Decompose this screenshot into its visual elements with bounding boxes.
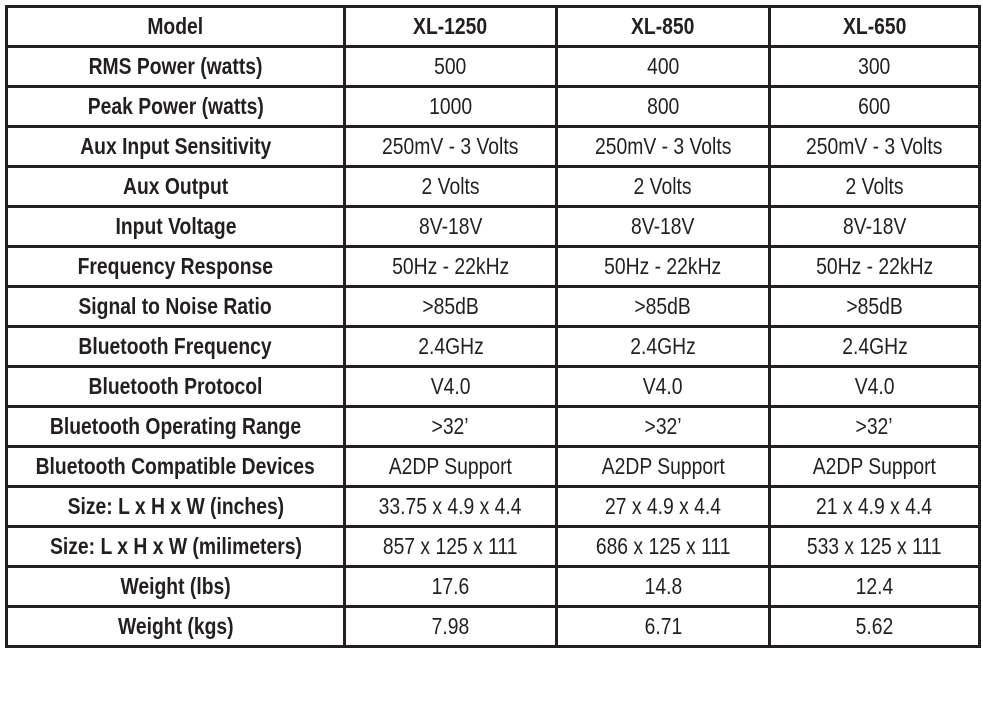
table-row: [7, 287, 980, 327]
value-cell: [557, 287, 770, 327]
row-label-cell-text: RMS Power (watts): [88, 53, 263, 79]
row-label-cell: [7, 607, 345, 647]
value-cell-text: 500: [434, 53, 467, 79]
value-cell-text: 27 x 4.9 x 4.4: [605, 493, 721, 519]
value-cell-text: 33.75 x 4.9 x 4.4: [379, 493, 522, 519]
row-label-cell-text: Size: L x H x W (milimeters): [49, 533, 302, 559]
value-cell-text: 800: [646, 93, 680, 119]
value-cell: [770, 487, 980, 527]
value-cell: [345, 47, 557, 87]
value-cell-text: 400: [646, 53, 680, 79]
row-label-cell: [7, 367, 345, 407]
value-cell-text: A2DP Support: [388, 453, 513, 479]
value-cell: [345, 247, 557, 287]
value-cell: [557, 607, 770, 647]
row-label-cell: [7, 47, 345, 87]
value-cell-text: 300: [858, 53, 891, 79]
spec-table: [5, 5, 981, 648]
value-cell: [557, 447, 770, 487]
value-cell-text: 8V-18V: [631, 213, 695, 239]
row-label-cell-text: Peak Power (watts): [87, 93, 264, 119]
value-cell: [557, 407, 770, 447]
table-row: [7, 527, 980, 567]
value-cell: [770, 247, 980, 287]
value-cell-text: A2DP Support: [601, 453, 725, 479]
value-cell: [770, 207, 980, 247]
header-row: [7, 7, 980, 47]
table-row: [7, 367, 980, 407]
row-label-cell-text: Signal to Noise Ratio: [78, 293, 273, 319]
table-row: [7, 487, 980, 527]
value-cell: [557, 47, 770, 87]
value-cell-text: 1000: [429, 93, 472, 119]
row-label-cell-text: Bluetooth Compatible Devices: [35, 453, 316, 479]
value-cell: [557, 247, 770, 287]
value-cell: [557, 327, 770, 367]
row-label-cell: [7, 127, 345, 167]
table-row: [7, 127, 980, 167]
value-cell-text: 2 Volts: [845, 173, 904, 199]
value-cell: [557, 207, 770, 247]
row-label-cell: [7, 407, 345, 447]
value-cell: [770, 127, 980, 167]
row-label-cell: [7, 327, 345, 367]
value-cell: [770, 567, 980, 607]
value-cell-text: >85dB: [634, 293, 692, 319]
value-cell: [770, 167, 980, 207]
table-row: [7, 167, 980, 207]
value-cell-text: 50Hz - 22kHz: [604, 253, 722, 279]
header-cell-model: [7, 7, 345, 47]
row-label-cell-text: Aux Output: [122, 173, 229, 199]
value-cell: [770, 47, 980, 87]
value-cell: [557, 87, 770, 127]
value-cell: [345, 407, 557, 447]
value-cell: [770, 367, 980, 407]
table-row: [7, 607, 980, 647]
value-cell-text: 2.4GHz: [417, 333, 484, 359]
row-label-cell-text: Aux Input Sensitivity: [79, 133, 272, 159]
value-cell-text: 533 x 125 x 111: [807, 533, 942, 559]
value-cell-text: >85dB: [422, 293, 479, 319]
value-cell: [557, 167, 770, 207]
value-cell: [770, 87, 980, 127]
value-cell: [770, 407, 980, 447]
value-cell-text: V4.0: [854, 373, 895, 399]
row-label-cell-text: Bluetooth Operating Range: [49, 413, 302, 439]
value-cell-text: 2.4GHz: [841, 333, 908, 359]
value-cell: [345, 127, 557, 167]
value-cell: [345, 607, 557, 647]
value-cell: [557, 527, 770, 567]
value-cell: [345, 527, 557, 567]
row-label-cell-text: Frequency Response: [77, 253, 274, 279]
header-cell-xl-650: [770, 7, 980, 47]
row-label-cell: [7, 167, 345, 207]
value-cell-text: 857 x 125 x 111: [383, 533, 518, 559]
header-cell-xl-1250: [345, 7, 557, 47]
value-cell-text: V4.0: [430, 373, 471, 399]
row-label-cell: [7, 87, 345, 127]
row-label-cell-text: Bluetooth Frequency: [78, 333, 273, 359]
value-cell-text: >32’: [644, 413, 682, 439]
row-label-cell: [7, 247, 345, 287]
value-cell-text: 5.62: [855, 613, 894, 639]
value-cell-text: 12.4: [855, 573, 894, 599]
table-row: [7, 567, 980, 607]
value-cell: [557, 487, 770, 527]
value-cell-text: 21 x 4.9 x 4.4: [816, 493, 933, 519]
value-cell-text: 686 x 125 x 111: [595, 533, 731, 559]
value-cell: [770, 287, 980, 327]
row-label-cell: [7, 447, 345, 487]
value-cell-text: A2DP Support: [812, 453, 937, 479]
value-cell: [345, 167, 557, 207]
value-cell-text: >32’: [431, 413, 470, 439]
value-cell: [345, 327, 557, 367]
value-cell: [770, 447, 980, 487]
value-cell-text: 8V-18V: [418, 213, 483, 239]
value-cell-text: >85dB: [846, 293, 903, 319]
value-cell-text: 6.71: [644, 613, 682, 639]
header-text: Model: [147, 13, 204, 39]
value-cell-text: 8V-18V: [842, 213, 907, 239]
row-label-cell-text: Weight (kgs): [117, 613, 234, 639]
value-cell: [345, 487, 557, 527]
table-row: [7, 327, 980, 367]
value-cell: [557, 567, 770, 607]
value-cell-text: >32’: [855, 413, 894, 439]
value-cell: [345, 207, 557, 247]
row-label-cell-text: Size: L x H x W (inches): [67, 493, 284, 519]
row-label-cell-text: Bluetooth Protocol: [88, 373, 263, 399]
row-label-cell: [7, 287, 345, 327]
value-cell-text: 2 Volts: [421, 173, 480, 199]
value-cell: [345, 567, 557, 607]
table-row: [7, 447, 980, 487]
value-cell-text: 250mV - 3 Volts: [594, 133, 732, 159]
value-cell-text: 14.8: [644, 573, 682, 599]
row-label-cell: [7, 567, 345, 607]
value-cell: [770, 607, 980, 647]
header-text: XL-1250: [413, 13, 488, 39]
value-cell-text: 2.4GHz: [630, 333, 696, 359]
value-cell-text: 50Hz - 22kHz: [391, 253, 510, 279]
table-row: [7, 47, 980, 87]
value-cell: [770, 327, 980, 367]
value-cell: [770, 527, 980, 567]
row-label-cell-text: Input Voltage: [115, 213, 236, 239]
header-text: XL-650: [842, 13, 907, 39]
value-cell-text: 2 Volts: [633, 173, 692, 199]
header-cell-xl-850: [557, 7, 770, 47]
value-cell: [557, 127, 770, 167]
value-cell-text: 50Hz - 22kHz: [815, 253, 934, 279]
value-cell-text: 600: [858, 93, 891, 119]
table-row: [7, 247, 980, 287]
value-cell-text: V4.0: [643, 373, 683, 399]
table-row: [7, 207, 980, 247]
row-label-cell: [7, 487, 345, 527]
value-cell-text: 17.6: [431, 573, 470, 599]
row-label-cell: [7, 207, 345, 247]
row-label-cell: [7, 527, 345, 567]
row-label-cell-text: Weight (lbs): [120, 573, 231, 599]
value-cell: [345, 367, 557, 407]
value-cell-text: 7.98: [431, 613, 470, 639]
value-cell: [345, 287, 557, 327]
value-cell: [345, 87, 557, 127]
value-cell-text: 250mV - 3 Volts: [382, 133, 519, 159]
table-row: [7, 407, 980, 447]
table-row: [7, 87, 980, 127]
value-cell-text: 250mV - 3 Volts: [806, 133, 943, 159]
value-cell: [345, 447, 557, 487]
header-text: XL-850: [631, 13, 695, 39]
value-cell: [557, 367, 770, 407]
